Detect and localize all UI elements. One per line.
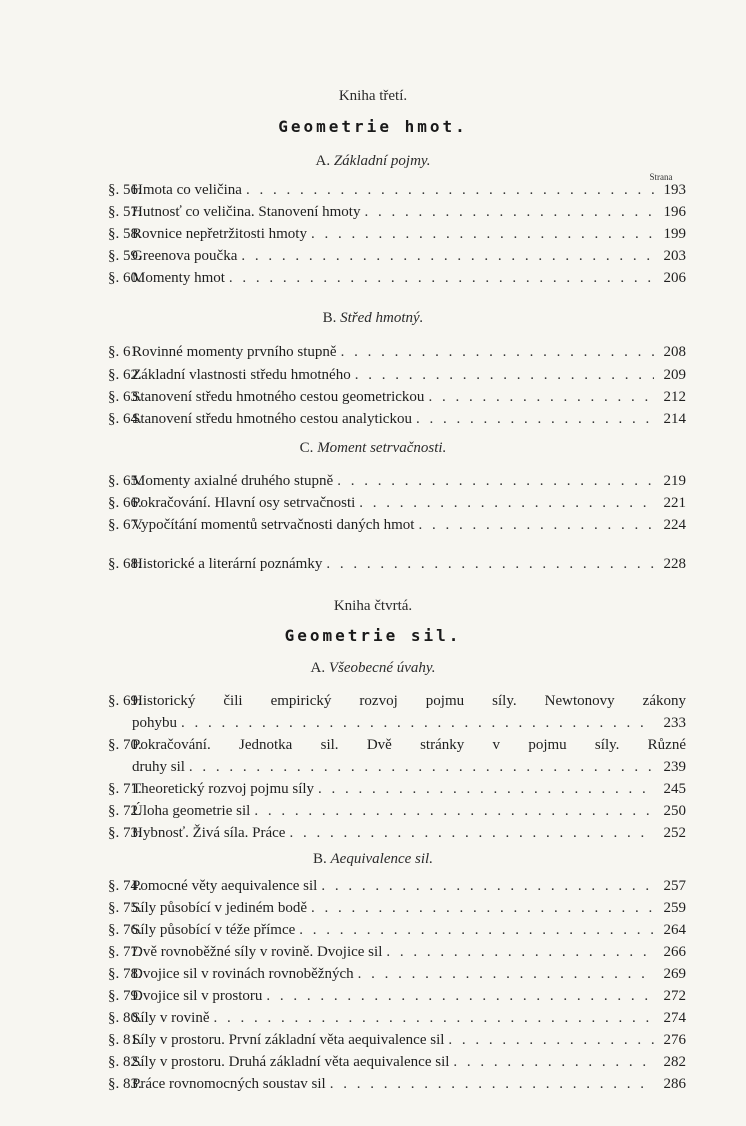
entry-title: Hutnosť co veličina. Stanovení hmoty: [132, 204, 361, 220]
toc-entry: [108, 269, 686, 288]
entry-page: 221: [663, 495, 686, 511]
entry-title: Hybnosť. Živá síla. Práce: [132, 825, 286, 841]
book3-label: Kniha třetí.: [338, 88, 408, 104]
toc-entry: [108, 410, 686, 429]
entry-title: Síly působící v jediném bodě: [132, 900, 307, 916]
entry-number: §. 56.: [108, 182, 142, 198]
section-name: Střed hmotný.: [340, 310, 424, 326]
entry-number: §. 76.: [108, 922, 142, 938]
page-column-label: Strana: [649, 172, 673, 182]
toc-entry: [108, 1009, 686, 1028]
book4-title: Geometrie sil.: [284, 626, 462, 645]
entry-number: §. 80.: [108, 1010, 142, 1026]
toc-entry: [108, 780, 686, 799]
entry-title-line: Pokračování. Jednotka sil. Dvě stránky v pojmu síly. Různé: [132, 737, 686, 753]
leader-dots: [321, 877, 654, 896]
entry-page: 233: [663, 715, 686, 731]
toc-entry: [108, 965, 686, 984]
toc-entry: [108, 899, 686, 918]
entry-number: §. 73.: [108, 825, 142, 841]
leader-dots: [189, 758, 654, 777]
entry-title: Momenty axialné druhého stupně: [132, 473, 334, 489]
section-name: Všeobecné úvahy.: [328, 660, 436, 676]
entry-page: 269: [663, 966, 686, 982]
section-letter: B.: [322, 310, 337, 326]
section-name: Aequivalence sil.: [330, 851, 433, 867]
leader-dots: [358, 965, 654, 984]
toc-entry: [108, 736, 686, 777]
toc-entry: [108, 1031, 686, 1050]
toc-entry: [108, 1053, 686, 1072]
toc-entry: [108, 366, 686, 385]
entry-page: 203: [663, 248, 686, 264]
entry-page: 266: [663, 944, 686, 960]
entry-number: §. 64.: [108, 411, 142, 427]
toc-entry: [108, 494, 686, 513]
entry-title: Vypočítání momentů setrvačnosti daných hmot: [132, 517, 415, 533]
entry-number: §. 83.: [108, 1076, 142, 1092]
leader-dots: [181, 714, 654, 733]
entry-page: 208: [663, 344, 686, 360]
entry-number: §. 57.: [108, 204, 142, 220]
entry-page: 214: [663, 411, 686, 427]
entry-number: §. 70.: [108, 737, 142, 753]
entry-number: §. 81.: [108, 1032, 142, 1048]
entry-title: Historické a literární poznámky: [132, 556, 323, 572]
leader-dots: [299, 921, 654, 940]
toc-entry: [108, 181, 686, 200]
entry-number: §. 75.: [108, 900, 142, 916]
entry-title: Úloha geometrie sil: [132, 803, 251, 819]
leader-dots: [341, 343, 654, 362]
book4-section-a-heading: [0, 660, 746, 677]
entry-number: §. 59.: [108, 248, 142, 264]
leader-dots: [448, 1031, 654, 1050]
entry-page: 276: [663, 1032, 686, 1048]
leader-dots: [318, 780, 654, 799]
entry-page: 245: [663, 781, 686, 797]
toc-entry: [108, 343, 686, 362]
book4-label: Kniha čtvrtá.: [333, 598, 413, 614]
entry-page: 250: [663, 803, 686, 819]
toc-entry: [108, 921, 686, 940]
entry-title: Rovinné momenty prvního stupně: [132, 344, 337, 360]
leader-dots: [326, 555, 654, 574]
book3-title: Geometrie hmot.: [278, 117, 468, 136]
entry-title: Dvojice sil v rovinách rovnoběžných: [132, 966, 354, 982]
entry-title: Pomocné věty aequivalence sil: [132, 878, 318, 894]
toc-entry: [108, 692, 686, 733]
leader-dots: [453, 1053, 654, 1072]
leader-dots: [330, 1075, 654, 1094]
leader-dots: [266, 987, 654, 1006]
section-name: Základní pojmy.: [333, 153, 431, 169]
entry-number: §. 82.: [108, 1054, 142, 1070]
entry-title: Základní vlastnosti středu hmotného: [132, 367, 351, 383]
entry-number: §. 74.: [108, 878, 142, 894]
entry-number: §. 65.: [108, 473, 142, 489]
toc-entry: [108, 516, 686, 535]
entry-title: Síly v prostoru. První základní věta aequivalence sil: [132, 1032, 445, 1048]
toc-entry: [108, 987, 686, 1006]
entry-number: §. 67.: [108, 517, 142, 533]
entry-title: Rovnice nepřetržitosti hmoty: [132, 226, 307, 242]
entry-title: Momenty hmot: [132, 270, 225, 286]
leader-dots: [418, 516, 654, 535]
entry-page: 196: [663, 204, 686, 220]
leader-dots: [364, 203, 654, 222]
leader-dots: [337, 472, 654, 491]
entry-number: §. 79.: [108, 988, 142, 1004]
toc-entry: [108, 824, 686, 843]
section-letter: B.: [313, 851, 327, 867]
toc-entry: [108, 1075, 686, 1094]
book3-section-a-heading: [0, 153, 746, 170]
entry-title: pohybu: [132, 715, 177, 731]
toc-entry: [108, 247, 686, 266]
toc-entry: [108, 472, 686, 491]
entry-page: 219: [663, 473, 686, 489]
entry-page: 199: [663, 226, 686, 242]
entry-page: 274: [663, 1010, 686, 1026]
entry-number: §. 77.: [108, 944, 142, 960]
book4-section-b-heading: [0, 851, 746, 868]
entry-title: Pokračování. Hlavní osy setrvačnosti: [132, 495, 356, 511]
entry-number: §. 72.: [108, 803, 142, 819]
section-name: Moment setrvačnosti.: [317, 440, 447, 456]
entry-page: 206: [663, 270, 686, 286]
leader-dots: [311, 899, 654, 918]
entry-title: Dvojice sil v prostoru: [132, 988, 263, 1004]
leader-dots: [246, 181, 654, 200]
leader-dots: [386, 943, 654, 962]
leader-dots: [241, 247, 654, 266]
leader-dots: [214, 1009, 655, 1028]
toc-entry: [108, 388, 686, 407]
entry-page: 252: [663, 825, 686, 841]
toc-entry: [108, 203, 686, 222]
entry-page: 239: [663, 759, 686, 775]
entry-number: §. 68.: [108, 556, 142, 572]
leader-dots: [355, 366, 654, 385]
entry-number: §. 61.: [108, 344, 142, 360]
toc-entry: [108, 225, 686, 244]
entry-title-line: Historický čili empirický rozvoj pojmu síly. Newtonovy zákony: [132, 693, 686, 709]
toc-entry: [108, 877, 686, 896]
entry-number: §. 63.: [108, 389, 142, 405]
entry-title: Síly v rovině: [132, 1010, 210, 1026]
entry-number: §. 78.: [108, 966, 142, 982]
entry-page: 257: [663, 878, 686, 894]
entry-title: Síly v prostoru. Druhá základní věta aequivalence sil: [132, 1054, 450, 1070]
leader-dots: [229, 269, 654, 288]
entry-page: 272: [663, 988, 686, 1004]
toc-entry: [108, 943, 686, 962]
leader-dots: [254, 802, 654, 821]
entry-number: §. 60.: [108, 270, 142, 286]
entry-number: §. 62.: [108, 367, 142, 383]
section-letter: C.: [299, 440, 314, 456]
entry-title: Greenova poučka: [132, 248, 238, 264]
entry-title: Hmota co veličina: [132, 182, 242, 198]
book3-section-b-heading: [0, 310, 746, 327]
entry-title: Práce rovnomocných soustav sil: [132, 1076, 326, 1092]
leader-dots: [289, 824, 654, 843]
leader-dots: [428, 388, 654, 407]
entry-page: 224: [663, 517, 686, 533]
entry-page: 264: [663, 922, 686, 938]
entry-page: 193: [663, 182, 686, 198]
entry-title: Stanovení středu hmotného cestou geometrickou: [132, 389, 425, 405]
entry-page: 228: [663, 556, 686, 572]
entry-number: §. 58.: [108, 226, 142, 242]
entry-page: 212: [663, 389, 686, 405]
entry-number: §. 69.: [108, 693, 142, 709]
leader-dots: [311, 225, 654, 244]
entry-title: druhy sil: [132, 759, 185, 775]
leader-dots: [359, 494, 654, 513]
entry-number: §. 66.: [108, 495, 142, 511]
entry-page: 209: [663, 367, 686, 383]
toc-entry: [108, 802, 686, 821]
book3-section-c-heading: [0, 440, 746, 457]
entry-title: Stanovení středu hmotného cestou analytickou: [132, 411, 412, 427]
entry-title: Síly působící v téže přímce: [132, 922, 296, 938]
entry-number: §. 71.: [108, 781, 142, 797]
entry-page: 282: [663, 1054, 686, 1070]
leader-dots: [416, 410, 654, 429]
section-letter: A.: [310, 660, 326, 676]
entry-page: 259: [663, 900, 686, 916]
entry-title: Dvě rovnoběžné síly v rovině. Dvojice sil: [132, 944, 383, 960]
toc-entry: [108, 555, 686, 574]
entry-title: Theoretický rozvoj pojmu síly: [132, 781, 315, 797]
section-letter: A.: [315, 153, 331, 169]
entry-page: 286: [663, 1076, 686, 1092]
